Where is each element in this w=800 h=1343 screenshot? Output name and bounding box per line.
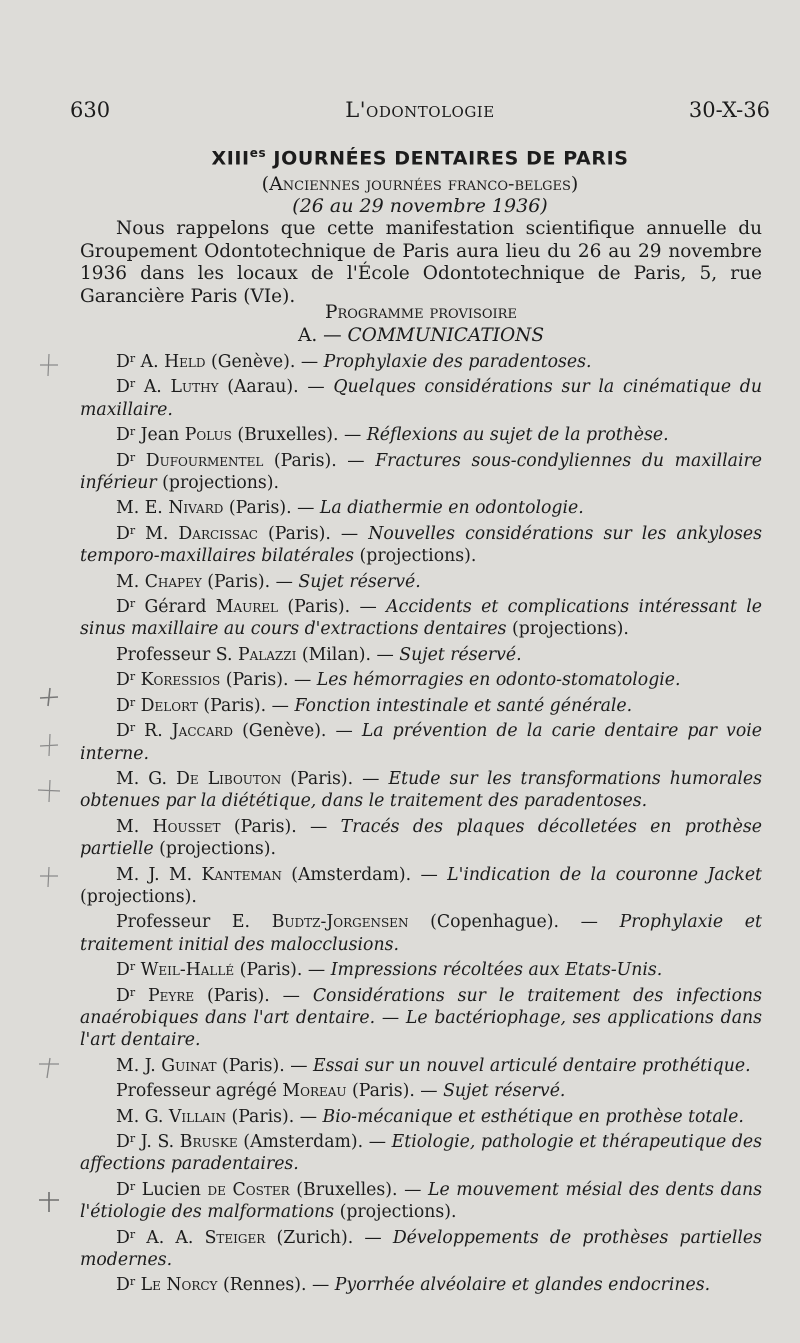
- speaker-location: (Paris). —: [257, 523, 369, 544]
- speaker-name: Chapey: [144, 571, 202, 592]
- speaker-location: (Milan). —: [296, 644, 400, 665]
- speaker-title: D: [116, 1132, 130, 1152]
- section-heading: [80, 325, 762, 346]
- speaker-title: M.: [116, 498, 140, 519]
- talk-note: (projections).: [153, 839, 276, 860]
- speaker-name: Maurel: [215, 597, 279, 618]
- talk-topic: Accidents et complications intéressant le sinus maxillaire au cours d'extractions dentaires: [80, 597, 762, 640]
- communication-entry: [80, 1128, 762, 1176]
- speaker-name: Villain: [168, 1106, 226, 1127]
- speaker-name: Held: [164, 352, 206, 372]
- communication-entry: [80, 1052, 762, 1077]
- speaker-name: Guinat: [161, 1055, 217, 1076]
- pencil-mark-icon: [34, 776, 64, 806]
- speaker-location: (Amsterdam). —: [281, 864, 448, 885]
- talk-topic: Sujet réservé.: [443, 1081, 566, 1102]
- speaker-name: Kanteman: [201, 864, 282, 885]
- speaker-title: M.: [116, 1106, 140, 1127]
- talk-topic: Sujet réservé.: [399, 644, 522, 665]
- speaker-title: M.: [116, 816, 140, 837]
- speaker-title-suffix: r: [129, 670, 136, 684]
- speaker-title-suffix: r: [129, 352, 136, 365]
- speaker-name: Bruske: [179, 1132, 238, 1152]
- speaker-title-suffix: r: [129, 960, 136, 974]
- title-ordinal: es: [249, 146, 267, 160]
- speaker-location: (Paris). —: [220, 670, 317, 691]
- talk-topic: Fractures sous-condyliennes du maxillaire inférieur: [80, 450, 762, 494]
- speaker-name: Polus: [184, 425, 232, 446]
- communication-entry: [80, 568, 762, 593]
- speaker-name: Delort: [140, 695, 198, 716]
- speaker-first-name: A. A.: [135, 1227, 205, 1248]
- speaker-title-suffix: r: [129, 450, 136, 464]
- speaker-title-suffix: r: [129, 523, 136, 537]
- communication-entry: [80, 373, 762, 421]
- speaker-title: D: [116, 425, 130, 446]
- speaker-title-suffix: r: [129, 1132, 136, 1145]
- talk-topic: Les hémorragies en odonto-stomatologie.: [316, 670, 681, 691]
- title-numeral: XIII: [211, 147, 250, 170]
- speaker-location: (Paris). —: [281, 768, 389, 789]
- talk-note: (projections).: [354, 546, 477, 567]
- talk-topic: Fonction intestinale et santé générale.: [294, 695, 633, 716]
- speaker-name: Moreau: [282, 1081, 347, 1102]
- speaker-location: (Paris). —: [263, 450, 376, 471]
- speaker-first-name: G.: [139, 768, 177, 789]
- communication-entry: [80, 765, 762, 813]
- speaker-title: D: [116, 670, 130, 691]
- speaker-first-name: J. M.: [139, 864, 202, 885]
- talk-topic: Nouvelles considérations sur les ankyloses temporo-maxillaires bilatérales: [80, 523, 762, 567]
- communication-entry: [80, 1077, 762, 1102]
- talk-topic: Essai sur un nouvel articulé dentaire prothétique.: [313, 1055, 751, 1076]
- communication-entry: [80, 421, 762, 446]
- speaker-title: D: [116, 1227, 130, 1248]
- speaker-location: (Paris). —: [201, 571, 299, 592]
- programme-heading: Programme provisoire: [325, 302, 517, 323]
- speaker-location: (Copenhague). —: [408, 912, 620, 933]
- issue-date: 30-X-36: [688, 98, 770, 122]
- speaker-title-suffix: r: [129, 425, 136, 439]
- communication-entry: [80, 982, 762, 1052]
- speaker-title-suffix: r: [129, 377, 136, 391]
- communication-entry: [80, 1224, 762, 1272]
- speaker-name: Koressios: [140, 670, 221, 691]
- speaker-location: (Paris). —: [225, 1106, 323, 1127]
- talk-topic: Tracés des plaques décolletées en prothèse partielle: [80, 816, 762, 860]
- talk-topic: Développements de prothèses partielles modernes.: [80, 1227, 762, 1271]
- speaker-title-suffix: r: [129, 1227, 136, 1241]
- speaker-location: (Paris). —: [216, 1055, 314, 1076]
- speaker-title-suffix: r: [129, 1179, 136, 1193]
- speaker-title: M.: [116, 1055, 140, 1076]
- speaker-title: D: [116, 597, 130, 618]
- speaker-location: (Paris). —: [223, 498, 320, 519]
- speaker-first-name: Gérard: [135, 597, 216, 618]
- talk-topic: Etiologie, pathologie et thérapeutique des affections paradentaires.: [80, 1132, 762, 1175]
- speaker-first-name: [135, 986, 148, 1006]
- talk-note: (projections).: [334, 1202, 457, 1223]
- communication-entry: [80, 1176, 762, 1224]
- speaker-location: (Rennes). —: [217, 1275, 335, 1296]
- communication-entry: [80, 348, 762, 373]
- intro-paragraph: Nous rappelons que cette manifestation scientifique annuelle du Groupement Odontotechnique de Paris aura lieu du 26 au 29 novembre 1936 dans les locaux de l'École Odontotechnique de Paris, 5, rue Garancière Paris (VIe).: [80, 218, 762, 307]
- speaker-location: (Genève). —: [233, 721, 362, 742]
- speaker-title: D: [116, 960, 130, 981]
- speaker-title: D: [116, 695, 130, 716]
- talk-topic: Pyorrhée alvéolaire et glandes endocrines.: [334, 1275, 711, 1296]
- speaker-location: (Bruxelles). —: [231, 425, 367, 446]
- speaker-title-suffix: r: [129, 721, 136, 735]
- speaker-title-suffix: r: [129, 1275, 136, 1289]
- page-number: 630: [70, 98, 111, 122]
- pencil-mark-icon: [34, 730, 64, 760]
- speaker-first-name: G.: [139, 1106, 169, 1127]
- speaker-location: (Genève). —: [205, 352, 324, 372]
- pencil-mark-icon: [34, 1186, 64, 1216]
- speaker-name: Le Norcy: [140, 1275, 218, 1296]
- event-dates: (26 au 29 novembre 1936): [292, 195, 548, 217]
- talk-topic: Impressions récoltées aux Etats-Unis.: [330, 960, 663, 981]
- speaker-first-name: R.: [135, 721, 172, 742]
- talk-topic: La diathermie en odontologie.: [319, 498, 584, 519]
- communication-entry: [80, 717, 762, 765]
- title-main: JOURNÉES DENTAIRES DE PARIS: [266, 147, 629, 170]
- speaker-first-name: E.: [210, 912, 272, 933]
- speaker-title: D: [116, 985, 130, 1006]
- talk-topic: Sujet réservé.: [298, 571, 421, 592]
- speaker-title: D: [116, 1275, 130, 1296]
- speaker-name: De Libouton: [176, 768, 282, 789]
- speaker-title: D: [116, 721, 130, 742]
- speaker-first-name: [139, 817, 152, 837]
- speaker-location: (Paris). —: [234, 960, 331, 981]
- talk-topic: Prophylaxie et traitement initial des malocclusions.: [80, 912, 762, 955]
- speaker-first-name: Jean: [135, 425, 185, 446]
- article-title: [80, 146, 760, 169]
- speaker-first-name: A.: [135, 377, 171, 398]
- talk-note: (projections).: [156, 473, 280, 494]
- talk-topic: Bio-mécanique et esthétique en prothèse totale.: [322, 1106, 744, 1127]
- communication-entry: [80, 520, 762, 568]
- speaker-location: (Paris). —: [197, 695, 295, 716]
- talk-topic: Prophylaxie des paradentoses.: [323, 352, 592, 372]
- speaker-title: M.: [116, 571, 140, 592]
- section-letter: A. —: [298, 325, 348, 346]
- communication-entry: [80, 956, 762, 981]
- journal-title: L'odontologie: [345, 98, 495, 122]
- talk-topic: La prévention de la carie dentaire par voie interne.: [80, 721, 762, 764]
- speaker-name: Jaccard: [171, 721, 234, 742]
- speaker-name: Housset: [152, 816, 221, 837]
- speaker-title: M.: [116, 768, 140, 789]
- communication-entry: [80, 494, 762, 519]
- talk-topic: Etude sur les transformations humorales obtenues par la diététique, dans le traitement des paradentoses.: [80, 768, 762, 812]
- speaker-name: Weil-Hallé: [140, 960, 235, 981]
- communication-entry: [80, 666, 762, 691]
- speaker-first-name: J.: [139, 1055, 162, 1076]
- speaker-location: (Bruxelles). —: [289, 1179, 428, 1200]
- talk-topic: Réflexions au sujet de la prothèse.: [366, 425, 669, 446]
- speaker-title-suffix: r: [129, 985, 136, 999]
- speaker-name: de Coster: [207, 1179, 290, 1200]
- speaker-title: D: [116, 523, 130, 544]
- speaker-name: Nivard: [168, 498, 224, 519]
- talk-note: (projections).: [80, 886, 197, 907]
- speaker-title: Professeur: [116, 644, 211, 665]
- pencil-mark-icon: [34, 862, 64, 892]
- speaker-location: (Amsterdam). —: [237, 1132, 392, 1152]
- speaker-name: Luthy: [170, 377, 219, 398]
- section-name: COMMUNICATIONS: [347, 325, 544, 346]
- pencil-mark-icon: [34, 1052, 64, 1082]
- communication-entry: [80, 908, 762, 956]
- running-head: [70, 98, 770, 128]
- speaker-title: M.: [116, 864, 140, 885]
- speaker-first-name: M.: [135, 523, 179, 544]
- speaker-title: D: [116, 450, 130, 471]
- speaker-title: Professeur: [116, 912, 211, 933]
- speaker-location: (Zurich). —: [265, 1227, 393, 1248]
- speaker-title: D: [116, 1179, 130, 1200]
- communication-entry: [80, 641, 762, 666]
- talk-note: (projections).: [506, 619, 629, 640]
- speaker-first-name: S.: [210, 644, 238, 665]
- speaker-location: (Aarau). —: [218, 377, 334, 398]
- speaker-first-name: [135, 451, 146, 471]
- speaker-first-name: Lucien: [135, 1179, 208, 1200]
- speaker-name: Steiger: [204, 1227, 266, 1248]
- talk-topic: Quelques considérations sur la cinématique du maxillaire.: [80, 377, 762, 420]
- communication-entry: [80, 1271, 762, 1296]
- talk-topic: Le mouvement mésial des dents dans l'étiologie des malformations: [80, 1179, 762, 1223]
- speaker-first-name: J. S.: [135, 1132, 180, 1152]
- speaker-location: (Paris). —: [346, 1081, 444, 1102]
- speaker-first-name: E.: [139, 498, 169, 519]
- speaker-location: (Paris). —: [220, 816, 341, 837]
- article-subtitle: (Anciennes journées franco-belges): [261, 173, 579, 195]
- speaker-title: D: [116, 352, 130, 372]
- talk-topic: Considérations sur le traitement des infections anaérobiques dans l'art dentaire. — Le bactériophage, ses applications dans l'art dentaire.: [80, 985, 762, 1051]
- pencil-mark-icon: [34, 350, 64, 380]
- communication-entry: [80, 447, 762, 495]
- speaker-name: Dufourmentel: [145, 450, 264, 471]
- communication-entry: [80, 593, 762, 641]
- speaker-name: Palazzi: [237, 644, 297, 665]
- speaker-title: Professeur agrégé: [116, 1081, 277, 1102]
- communication-entry: [80, 692, 762, 717]
- speaker-first-name: A.: [135, 352, 165, 372]
- speaker-name: Peyre: [148, 985, 195, 1006]
- pencil-mark-icon: [34, 682, 64, 712]
- communication-entry: [80, 813, 762, 861]
- speaker-title-suffix: r: [129, 597, 136, 611]
- communication-entry: [80, 1103, 762, 1128]
- communication-entry: [80, 861, 762, 909]
- speaker-name: Budtz-Jorgensen: [271, 912, 409, 933]
- speaker-title: D: [116, 377, 130, 398]
- communications-list: [80, 348, 762, 1297]
- speaker-location: (Paris). —: [278, 597, 387, 618]
- talk-topic: L'indication de la couronne Jacket: [447, 864, 763, 885]
- speaker-title-suffix: r: [129, 695, 136, 709]
- speaker-name: Darcissac: [178, 523, 258, 544]
- speaker-location: (Paris). —: [194, 985, 313, 1006]
